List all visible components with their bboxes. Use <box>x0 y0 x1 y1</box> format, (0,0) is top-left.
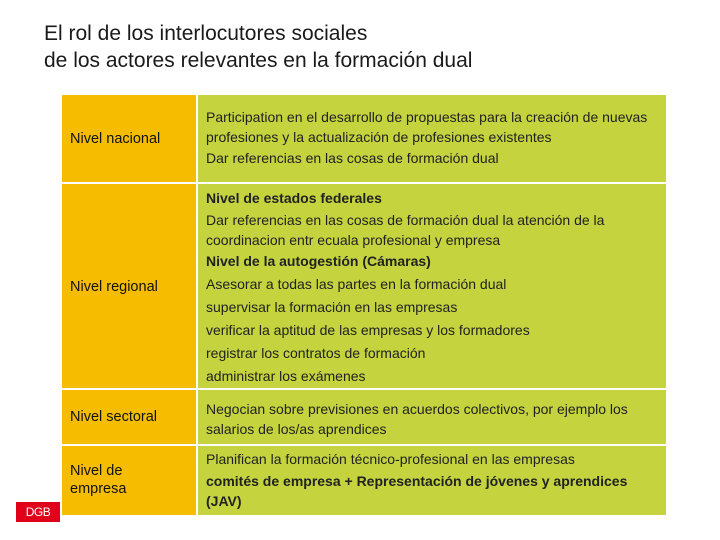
roles-table <box>62 95 666 515</box>
description-heading: Nivel de la autogestión (Cámaras) <box>206 253 431 269</box>
description-line: administrar los exámenes <box>206 368 366 384</box>
level-label-nacional: Nivel nacional <box>70 131 161 147</box>
dgb-logo: DGB <box>16 502 60 522</box>
row-description-sectoral <box>206 399 662 439</box>
slide-title <box>44 20 472 74</box>
row-divider <box>62 182 666 184</box>
level-label-regional: Nivel regional <box>70 279 158 295</box>
description-line: Dar referencias en las cosas de formación dual la atención de la coordinacion entr ecuala profesional y empresa <box>206 212 605 248</box>
level-label-sectoral: Nivel sectoral <box>70 409 158 425</box>
row-divider <box>62 388 666 390</box>
description-heading: comités de empresa + Representación de jóvenes y aprendices (JAV) <box>206 473 628 509</box>
level-label-empresa: Nivel de empresa <box>70 463 127 497</box>
level-column <box>62 95 196 515</box>
description-line: supervisar la formación en las empresas <box>206 299 458 315</box>
description-heading: Nivel de estados federales <box>206 190 382 206</box>
description-line: registrar los contratos de formación <box>206 345 426 361</box>
row-description-regional <box>206 187 662 388</box>
description-line: verificar la aptitud de las empresas y los formadores <box>206 322 530 338</box>
row-divider <box>62 444 666 446</box>
description-line: Planifican la formación técnico-profesional en las empresas <box>206 451 575 467</box>
description-line: Asesorar a todas las partes en la formación dual <box>206 276 507 292</box>
title-line-2: de los actores relevantes en la formación dual <box>44 49 473 72</box>
title-line-1: El rol de los interlocutores sociales <box>44 22 368 45</box>
description-line: Negocian sobre previsiones en acuerdos colectivos, por ejemplo los salarios de los/as aprendices <box>206 401 628 437</box>
row-description-empresa <box>206 448 662 511</box>
description-line: Participation en el desarrollo de propuestas para la creación de nuevas profesiones y la actualización de profesiones existentes <box>206 109 648 145</box>
description-line: Dar referencias en las cosas de formación dual <box>206 150 499 166</box>
row-description-nacional <box>206 107 662 170</box>
